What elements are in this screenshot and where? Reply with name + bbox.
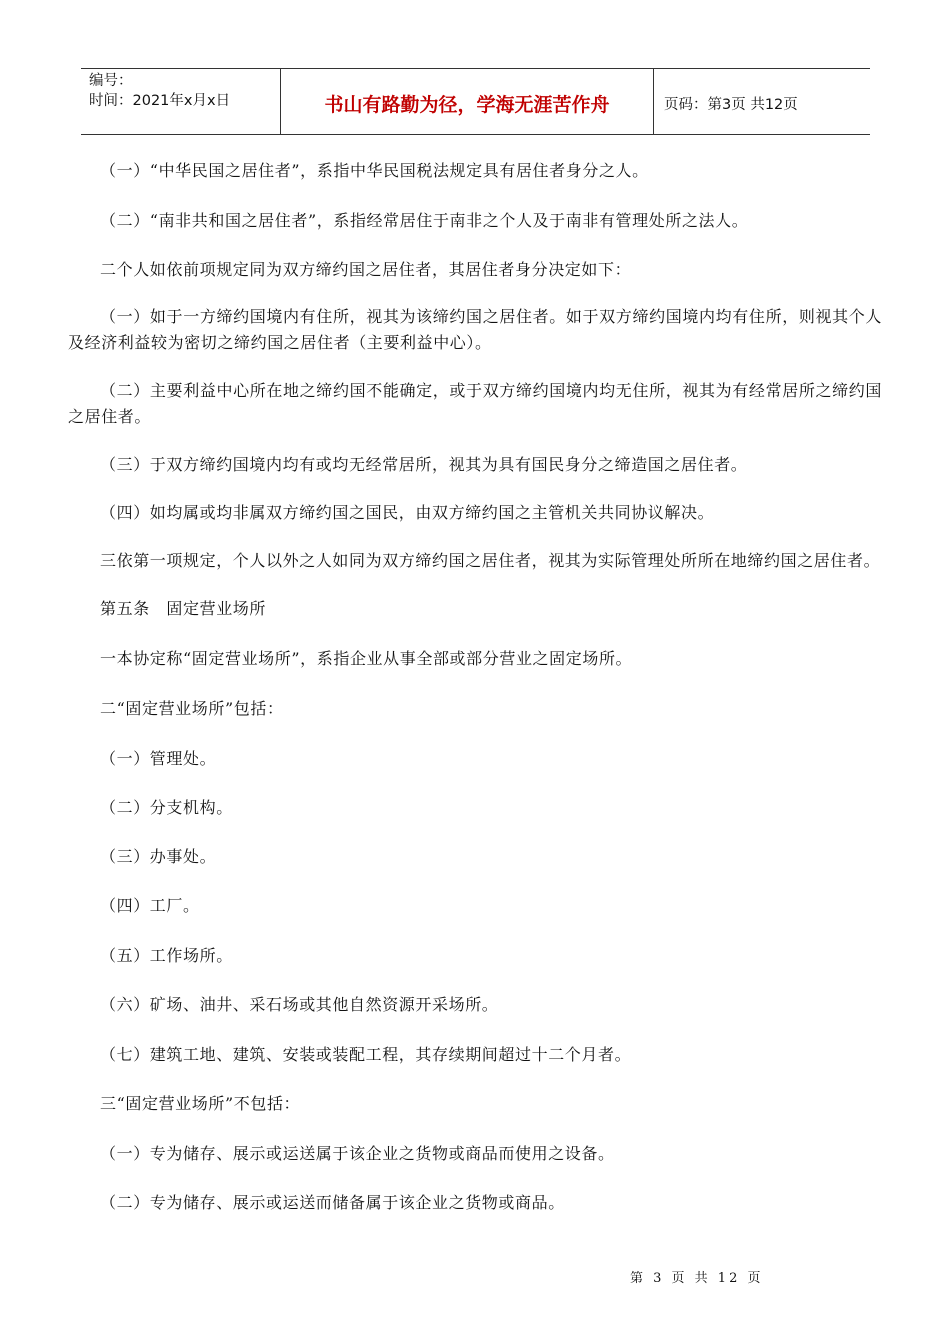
paragraph: （二）“南非共和国之居住者”，系指经常居住于南非之个人及于南非有管理处所之法人。 [100,211,749,230]
paragraph: 二个人如依前项规定同为双方缔约国之居住者，其居住者身分决定如下： [100,260,632,279]
paragraph: （四）工厂。 [100,896,200,915]
paragraph: （一）管理处。 [100,749,217,768]
paragraph: （三）办事处。 [100,847,217,866]
document-date: 时间：2021年x月x日 [89,93,231,109]
header-motto: 书山有路勤为径，学海无涯苦作舟 [281,69,654,134]
paragraph: 二“固定营业场所”包括： [100,699,284,718]
page-footer: 第 3 页 共 12 页 [630,1271,764,1286]
paragraph: （三）于双方缔约国境内均有或均无经常居所，视其为具有国民身分之缔造国之居住者。 [100,455,748,474]
document-body [68,150,882,1216]
section-heading: 第五条 固定营业场所 [100,599,267,618]
paragraph: （二）分支机构。 [100,798,233,817]
header-meta [81,69,281,134]
paragraph: （五）工作场所。 [100,946,233,965]
paragraph: （二）主要利益中心所在地之缔约国不能确定，或于双方缔约国境内均无住所，视其为有经常居所之缔约国之居住者。 [68,381,882,426]
paragraph: （二）专为储存、展示或运送而储备属于该企业之货物或商品。 [100,1193,565,1212]
paragraph: （一）专为储存、展示或运送属于该企业之货物或商品而使用之设备。 [100,1144,615,1163]
paragraph: （一）“中华民国之居住者”，系指中华民国税法规定具有居住者身分之人。 [100,161,649,180]
document-header [81,68,870,135]
paragraph: （六）矿场、油井、采石场或其他自然资源开采场所。 [100,995,499,1014]
paragraph: （一）如于一方缔约国境内有住所，视其为该缔约国之居住者。如于双方缔约国境内均有住所，则视其个人及经济利益较为密切之缔约国之居住者（主要利益中心）。 [68,307,882,352]
paragraph: （七）建筑工地、建筑、安装或装配工程，其存续期间超过十二个月者。 [100,1045,632,1064]
document-number: 编号： [89,73,133,89]
paragraph: 三“固定营业场所”不包括： [100,1094,301,1113]
paragraph: （四）如均属或均非属双方缔约国之国民，由双方缔约国之主管机关共同协议解决。 [100,503,715,522]
paragraph: 三依第一项规定，个人以外之人如同为双方缔约国之居住者，视其为实际管理处所所在地缔约国之居住者。 [100,551,881,570]
paragraph: 一本协定称“固定营业场所”，系指企业从事全部或部分营业之固定场所。 [100,649,633,668]
header-page-code: 页码：第3页 共12页 [664,97,798,113]
